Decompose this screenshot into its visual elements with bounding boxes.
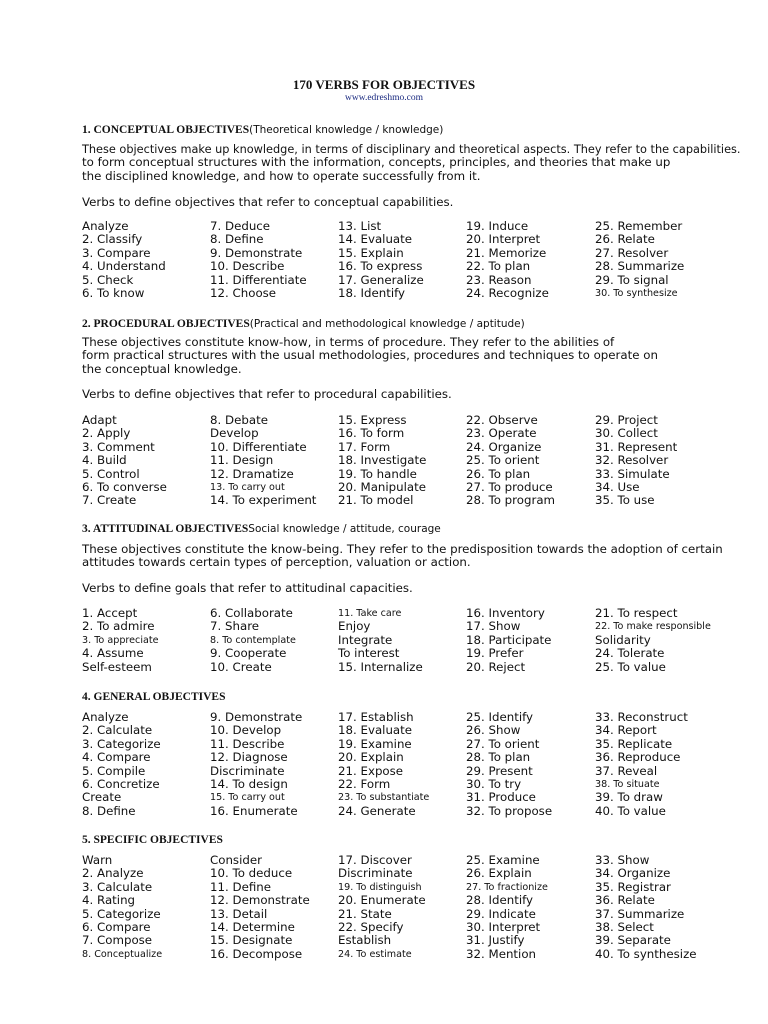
verb-item: 5. Control	[82, 466, 140, 481]
description-line: the conceptual knowledge.	[82, 361, 242, 376]
verb-column	[466, 414, 555, 508]
verb-item: 15. Designate	[210, 933, 293, 948]
verb-item: 10. Create	[210, 659, 272, 674]
verb-item: Create	[82, 790, 122, 805]
section-1-heading	[82, 118, 443, 137]
verb-item: 24. To estimate	[338, 948, 412, 960]
verb-item: 3. Categorize	[82, 736, 161, 751]
verb-column	[210, 711, 302, 818]
verb-column	[466, 854, 548, 961]
verb-item: 35. To use	[595, 493, 655, 508]
verb-item: 26. Show	[466, 723, 521, 738]
verb-item: 27. To produce	[466, 479, 553, 494]
verb-item: 25. Examine	[466, 853, 540, 867]
verb-item: Adapt	[82, 413, 117, 427]
verb-item: 23. Operate	[466, 426, 537, 441]
verb-item: 34. Organize	[595, 866, 671, 881]
section-4-heading	[82, 685, 225, 704]
verb-item: 20. Reject	[466, 659, 526, 674]
verb-item: 15. Express	[338, 413, 407, 427]
verb-item: 8. Define	[82, 803, 136, 818]
verb-item: Discriminate	[338, 866, 413, 881]
verb-item: 14. Determine	[210, 919, 295, 934]
verb-item: 4. Assume	[82, 646, 144, 661]
verb-item: To interest	[338, 646, 400, 661]
verb-item: 30. Collect	[595, 426, 658, 441]
verb-item: 8. Debate	[210, 413, 268, 427]
verb-item: 31. Justify	[466, 933, 525, 948]
verb-item: Solidarity	[595, 632, 651, 647]
verb-item: 3. To appreciate	[82, 634, 159, 646]
verb-column	[466, 607, 551, 674]
section-subheading: (Theoretical knowledge / knowledge)	[249, 124, 444, 136]
verb-item: 18. Participate	[466, 632, 552, 647]
verb-item: 38. To situate	[595, 778, 660, 790]
verb-item: 10. To deduce	[210, 866, 293, 881]
verb-item: 22. To plan	[466, 259, 531, 274]
verb-item: 1. Accept	[82, 606, 138, 620]
verb-item: 7. Deduce	[210, 219, 271, 233]
verb-item: 20. Enumerate	[338, 893, 426, 908]
verb-item: 30. To synthesize	[595, 287, 678, 299]
verb-item: 15. Internalize	[338, 659, 423, 674]
verb-item: 33. Reconstruct	[595, 710, 688, 724]
verb-column	[82, 607, 159, 674]
section-heading-text: 5. SPECIFIC OBJECTIVES	[82, 834, 223, 846]
verb-item: 12. Diagnose	[210, 750, 288, 765]
verb-item: 17. Establish	[338, 710, 414, 724]
verb-item: 3. Comment	[82, 439, 155, 454]
section-subheading: Social knowledge / attitude, courage	[248, 523, 441, 535]
verb-column	[595, 607, 711, 674]
verb-item: 10. Differentiate	[210, 439, 307, 454]
section-heading-text: 4. GENERAL OBJECTIVES	[82, 691, 226, 703]
verb-item: 14. To experiment	[210, 493, 317, 508]
verb-item: 24. Tolerate	[595, 646, 665, 661]
verb-item: 2. Analyze	[82, 866, 144, 881]
verb-item: 39. To draw	[595, 790, 663, 805]
verb-item: 15. To carry out	[210, 792, 285, 804]
verb-column	[338, 854, 426, 961]
verb-item: 21. To respect	[595, 606, 678, 620]
verb-item: 19. To distinguish	[338, 881, 422, 893]
verb-item: 16. Inventory	[466, 606, 545, 620]
section-3-intro: Verbs to define goals that refer to attitudinal capacities.	[82, 581, 413, 595]
description-line: These objectives constitute the know-being. They refer to the predisposition towards the adoption of certain	[82, 542, 723, 556]
verb-item: Discriminate	[210, 763, 285, 778]
verb-column	[82, 414, 167, 508]
verb-item: 19. Prefer	[466, 646, 524, 661]
verb-item: Enjoy	[338, 619, 371, 634]
section-heading-text: 3. ATTITUDINAL OBJECTIVES	[82, 523, 249, 535]
verb-column	[595, 220, 684, 300]
verb-item: 29. Present	[466, 763, 533, 778]
verb-item: 5. Compile	[82, 763, 146, 778]
verb-item: 28. Identify	[466, 893, 534, 908]
verb-item: 9. Demonstrate	[210, 710, 303, 724]
verb-item: 11. Design	[210, 453, 274, 468]
verb-item: 16. To form	[338, 426, 405, 441]
verb-item: 2. To admire	[82, 619, 155, 634]
verb-item: 6. To converse	[82, 479, 167, 494]
verb-item: 11. Take care	[338, 608, 402, 619]
verb-item: 11. Define	[210, 879, 272, 894]
section-heading-text: 1. CONCEPTUAL OBJECTIVES	[82, 124, 250, 136]
verb-item: 13. Detail	[210, 906, 268, 921]
verb-item: 14. Evaluate	[338, 232, 413, 247]
verb-item: Integrate	[338, 632, 393, 647]
description-line: form practical structures with the usual methodologies, procedures and techniques to operate on	[82, 348, 658, 363]
verb-item: 32. Resolver	[595, 453, 669, 468]
verb-column	[82, 711, 161, 818]
verb-column	[466, 220, 549, 300]
verb-item: 12. Choose	[210, 285, 277, 300]
verb-item: 17. Discover	[338, 853, 412, 867]
verb-item: 31. Produce	[466, 790, 536, 805]
verb-item: 23. To substantiate	[338, 792, 430, 804]
verb-column	[338, 220, 424, 300]
verb-item: 17. Generalize	[338, 272, 424, 287]
verb-item: 21. To model	[338, 493, 414, 508]
section-3-heading	[82, 517, 441, 536]
verb-item: 4. Build	[82, 453, 127, 468]
verb-column	[338, 607, 423, 674]
verb-item: 5. Categorize	[82, 906, 161, 921]
verb-item: 25. To value	[595, 659, 666, 674]
verb-item: 38. Select	[595, 919, 654, 934]
document-url: www.edreshmo.com	[344, 93, 423, 103]
verb-item: 29. Project	[595, 413, 658, 427]
verb-item: 22. Specify	[338, 919, 404, 934]
verb-item: 27. To fractionize	[466, 881, 548, 893]
verb-item: 26. Relate	[595, 232, 655, 247]
verb-item: 18. Investigate	[338, 453, 427, 468]
verb-item: 32. Mention	[466, 946, 537, 961]
verb-item: 21. Expose	[338, 763, 404, 778]
verb-item: 25. Remember	[595, 219, 683, 233]
verb-item: 22. Form	[338, 776, 391, 791]
section-3-description	[82, 543, 722, 570]
section-2-heading	[82, 312, 525, 331]
verb-item: 6. Collaborate	[210, 606, 293, 620]
description-line: These objectives make up knowledge, in terms of disciplinary and theoretical aspects. They refer to the capabilities.	[82, 143, 741, 156]
verb-item: 40. To synthesize	[595, 946, 697, 961]
verb-item: 28. To plan	[466, 750, 531, 765]
verb-item: 9. Cooperate	[210, 646, 287, 661]
verb-item: 20. Explain	[338, 750, 404, 765]
verb-item: 10. Develop	[210, 723, 282, 738]
verb-item: 34. Report	[595, 723, 657, 738]
verb-item: Analyze	[82, 219, 129, 233]
section-subheading: (Practical and methodological knowledge / aptitude)	[249, 318, 525, 330]
verb-item: 8. Conceptualize	[82, 948, 163, 960]
verb-column	[338, 414, 426, 508]
verb-column	[595, 711, 688, 818]
verb-item: 8. To contemplate	[210, 634, 296, 646]
verb-item: 23. Reason	[466, 272, 532, 287]
verb-item: 12. Dramatize	[210, 466, 294, 481]
description-line: to form conceptual structures with the information, concepts, principles, and theories that make up	[82, 155, 671, 170]
verb-item: 16. To express	[338, 259, 423, 274]
verb-item: 19. Examine	[338, 736, 412, 751]
verb-item: 7. Create	[82, 493, 137, 508]
verb-item: 31. Represent	[595, 439, 678, 454]
verb-item: 4. Compare	[82, 750, 151, 765]
section-1-intro: Verbs to define objectives that refer to conceptual capabilities.	[82, 195, 454, 209]
verb-item: 26. To plan	[466, 466, 531, 481]
verb-item: 2. Classify	[82, 232, 143, 247]
verb-item: 19. Induce	[466, 219, 529, 233]
verb-item: 9. Demonstrate	[210, 245, 303, 260]
verb-item: Analyze	[82, 710, 129, 724]
verb-item: 19. To handle	[338, 466, 417, 481]
verb-item: 17. Show	[466, 619, 521, 634]
section-1-description	[82, 143, 741, 183]
verb-item: 17. Form	[338, 439, 391, 454]
verb-item: Consider	[210, 853, 262, 867]
verb-item: 35. Registrar	[595, 879, 671, 894]
verb-item: 11. Differentiate	[210, 272, 307, 287]
verb-item: 36. Reproduce	[595, 750, 681, 765]
verb-item: 30. To try	[466, 776, 522, 791]
verb-item: 6. Concretize	[82, 776, 160, 791]
verb-column	[210, 414, 316, 508]
verb-item: 6. Compare	[82, 919, 151, 934]
verb-item: 18. Identify	[338, 285, 406, 300]
verb-item: 37. Summarize	[595, 906, 685, 921]
verb-item: 7. Share	[210, 619, 260, 634]
verb-item: 20. Manipulate	[338, 479, 427, 494]
verb-item: 3. Compare	[82, 245, 151, 260]
verb-item: 29. To signal	[595, 272, 669, 287]
verb-column	[82, 220, 166, 300]
verb-item: 11. Describe	[210, 736, 285, 751]
description-line: the disciplined knowledge, and how to operate successfully from it.	[82, 168, 481, 183]
section-2-intro: Verbs to define objectives that refer to procedural capabilities.	[82, 387, 452, 401]
verb-item: 20. Interpret	[466, 232, 541, 247]
verb-item: Establish	[338, 933, 392, 948]
verb-item: 5. Check	[82, 272, 134, 287]
verb-item: 2. Calculate	[82, 723, 153, 738]
verb-item: 27. Resolver	[595, 245, 669, 260]
document-title: 170 VERBS FOR OBJECTIVES	[292, 77, 476, 92]
verb-item: 12. Demonstrate	[210, 893, 310, 908]
verb-item: Warn	[82, 853, 113, 867]
section-heading-text: 2. PROCEDURAL OBJECTIVES	[82, 318, 250, 330]
verb-item: 10. Describe	[210, 259, 285, 274]
verb-column	[210, 854, 310, 961]
verb-column	[210, 607, 296, 674]
description-line: attitudes towards certain types of perception, valuation or action.	[82, 555, 471, 570]
verb-item: 25. Identify	[466, 710, 534, 724]
verb-column	[595, 854, 697, 961]
verb-column	[338, 711, 429, 818]
verb-item: 24. Recognize	[466, 285, 549, 300]
verb-item: 28. To program	[466, 493, 556, 508]
section-2-description	[82, 336, 722, 376]
verb-item: 8. Define	[210, 232, 264, 247]
verb-column	[595, 414, 677, 508]
verb-item: 2. Apply	[82, 426, 131, 441]
verb-item: 13. To carry out	[210, 481, 285, 493]
verb-item: 29. Indicate	[466, 906, 536, 921]
verb-item: 30. Interpret	[466, 919, 541, 934]
verb-item: 3. Calculate	[82, 879, 153, 894]
verb-item: 4. Rating	[82, 893, 136, 908]
verb-item: 14. To design	[210, 776, 288, 791]
verb-item: 32. To propose	[466, 803, 553, 818]
verb-item: 28. Summarize	[595, 259, 685, 274]
verb-item: 22. To make responsible	[595, 621, 711, 633]
verb-item: Develop	[210, 426, 259, 441]
verb-column	[82, 854, 162, 961]
verb-item: 4. Understand	[82, 259, 166, 274]
verb-item: 7. Compose	[82, 933, 153, 948]
verb-item: 22. Observe	[466, 413, 538, 427]
verb-item: 24. Generate	[338, 803, 416, 818]
description-line: These objectives constitute know-how, in terms of procedure. They refer to the abilities of	[82, 335, 615, 349]
verb-item: 37. Reveal	[595, 763, 658, 778]
verb-item: 25. To orient	[466, 453, 540, 468]
verb-item: 21. State	[338, 906, 392, 921]
verb-item: 13. List	[338, 219, 382, 233]
verb-item: 40. To value	[595, 803, 666, 818]
verb-item: 33. Simulate	[595, 466, 670, 481]
verb-item: 34. Use	[595, 479, 640, 494]
verb-item: 35. Replicate	[595, 736, 673, 751]
verb-item: 21. Memorize	[466, 245, 547, 260]
verb-column	[210, 220, 307, 300]
verb-item: 27. To orient	[466, 736, 540, 751]
verb-item: 26. Explain	[466, 866, 532, 881]
verb-item: 18. Evaluate	[338, 723, 413, 738]
verb-item: 36. Relate	[595, 893, 655, 908]
verb-item: 16. Decompose	[210, 946, 303, 961]
verb-item: 6. To know	[82, 285, 145, 300]
verb-item: 39. Separate	[595, 933, 671, 948]
verb-item: 15. Explain	[338, 245, 404, 260]
verb-item: 16. Enumerate	[210, 803, 298, 818]
verb-item: Self-esteem	[82, 659, 152, 674]
verb-item: 24. Organize	[466, 439, 542, 454]
verb-column	[466, 711, 552, 818]
section-5-heading	[82, 828, 223, 847]
verb-item: 33. Show	[595, 853, 650, 867]
